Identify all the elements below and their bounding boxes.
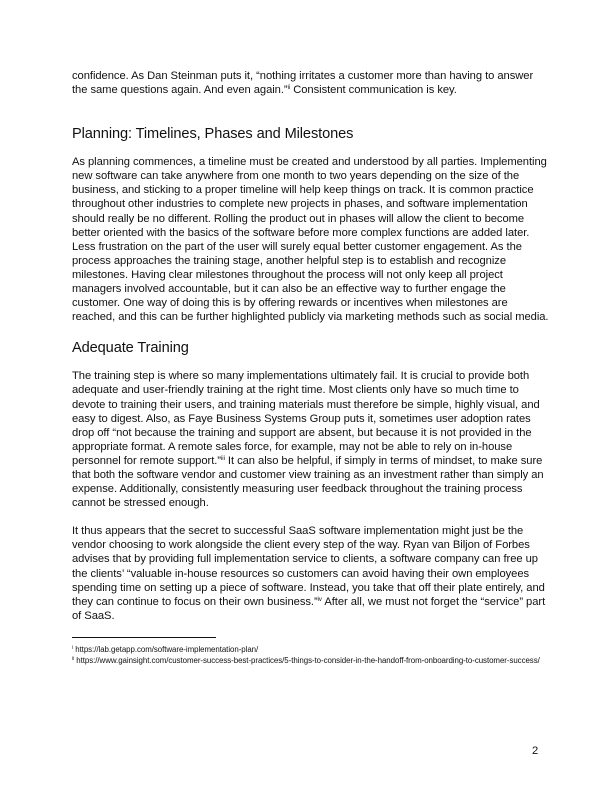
footnote — [72, 644, 550, 655]
footnote-url[interactable]: https://www.gainsight.com/customer-success-best-practices/5-things-to-consider-in-the-handoff-from-onboarding-to-customer-success/ — [74, 655, 540, 665]
footnote-separator — [72, 637, 216, 638]
planning-paragraph: As planning commences, a timeline must be created and understood by all parties. Implementing new software can take anywhere from one month to two years depending on the size of the business, and sticking to a proper timeline will help keep things on track. It is common practice throughout other industries to complete new projects in phases, and software implementation should really be no different. Rolling the product out in phases will allow the client to become better oriented with the basics of the software before more complex functions are added later. Less frustration on the part of the user will surely equal better customer engagement. As the process approaches the training stage, another helpful step is to establish and recognize milestones. Having clear milestones throughout the process will not only keep all project managers involved accountable, but it can also be an effective way to further engage the customer. One way of doing this is by offering rewards or incentives when milestones are reached, and this can be further highlighted publicly via marketing methods such as social media. — [72, 156, 549, 324]
footnote-ref: ii — [287, 85, 291, 92]
training-text: It thus appears that the secret to successful SaaS software implementation might just be the vendor choosing to work alongside the client every step of the way. Ryan van Biljon of Forbes advises that by providing full implementation service to clients, a software company can free up the clients’ “valuable in-house resources so customers can avoid having their own employees spending time on setting up a piece of software. Instead, you take that off their plate entirely, and they can continue to focus on their own business.” — [72, 525, 545, 608]
training-paragraph-1 — [72, 369, 550, 510]
document-page — [72, 69, 550, 666]
footnote-ref: iii — [221, 455, 225, 462]
training-paragraph-2 — [72, 524, 550, 623]
section-heading-planning: Planning: Timelines, Phases and Milestones — [72, 126, 354, 143]
intro-paragraph — [72, 69, 550, 97]
intro-text: confidence. As Dan Steinman puts it, “nothing irritates a customer more than having to answer the same questions again. And even again.” — [72, 70, 534, 97]
footnote-marker: ii — [72, 655, 75, 662]
footnote-ref: iv — [317, 596, 322, 603]
section-heading-training: Adequate Training — [72, 340, 189, 357]
footnote-marker: i — [72, 644, 74, 651]
training-text: The training step is where so many implementations ultimately fail. It is crucial to provide both adequate and user-friendly training at the right time. Most clients only have so much time to devote to training their users, and training materials must therefore be simple, highly visual, and easy to digest. Also, as Faye Business Systems Group puts it, sometimes user adoption rates drop off “not because the training and support are absent, but because it is not provided in the appropriate format. A remote sales force, for example, may not be able to rely on in-house personnel for remote support.” — [72, 370, 540, 467]
intro-text-end: Consistent communication is key. — [290, 84, 457, 97]
training-text-end: After all, we must not forget the “service” part of SaaS. — [72, 595, 546, 622]
footnote-url[interactable]: https://lab.getapp.com/software-implementation-plan/ — [73, 644, 259, 654]
footnote — [72, 655, 550, 666]
training-text-end: It can also be helpful, if simply in terms of mindset, to make sure that both the software vendor and customer view training as an investment rather than simply an expense. Additionally, consistently measuring user feedback throughout the training process cannot be stressed enough. — [72, 454, 544, 510]
page-number: 2 — [532, 745, 539, 757]
